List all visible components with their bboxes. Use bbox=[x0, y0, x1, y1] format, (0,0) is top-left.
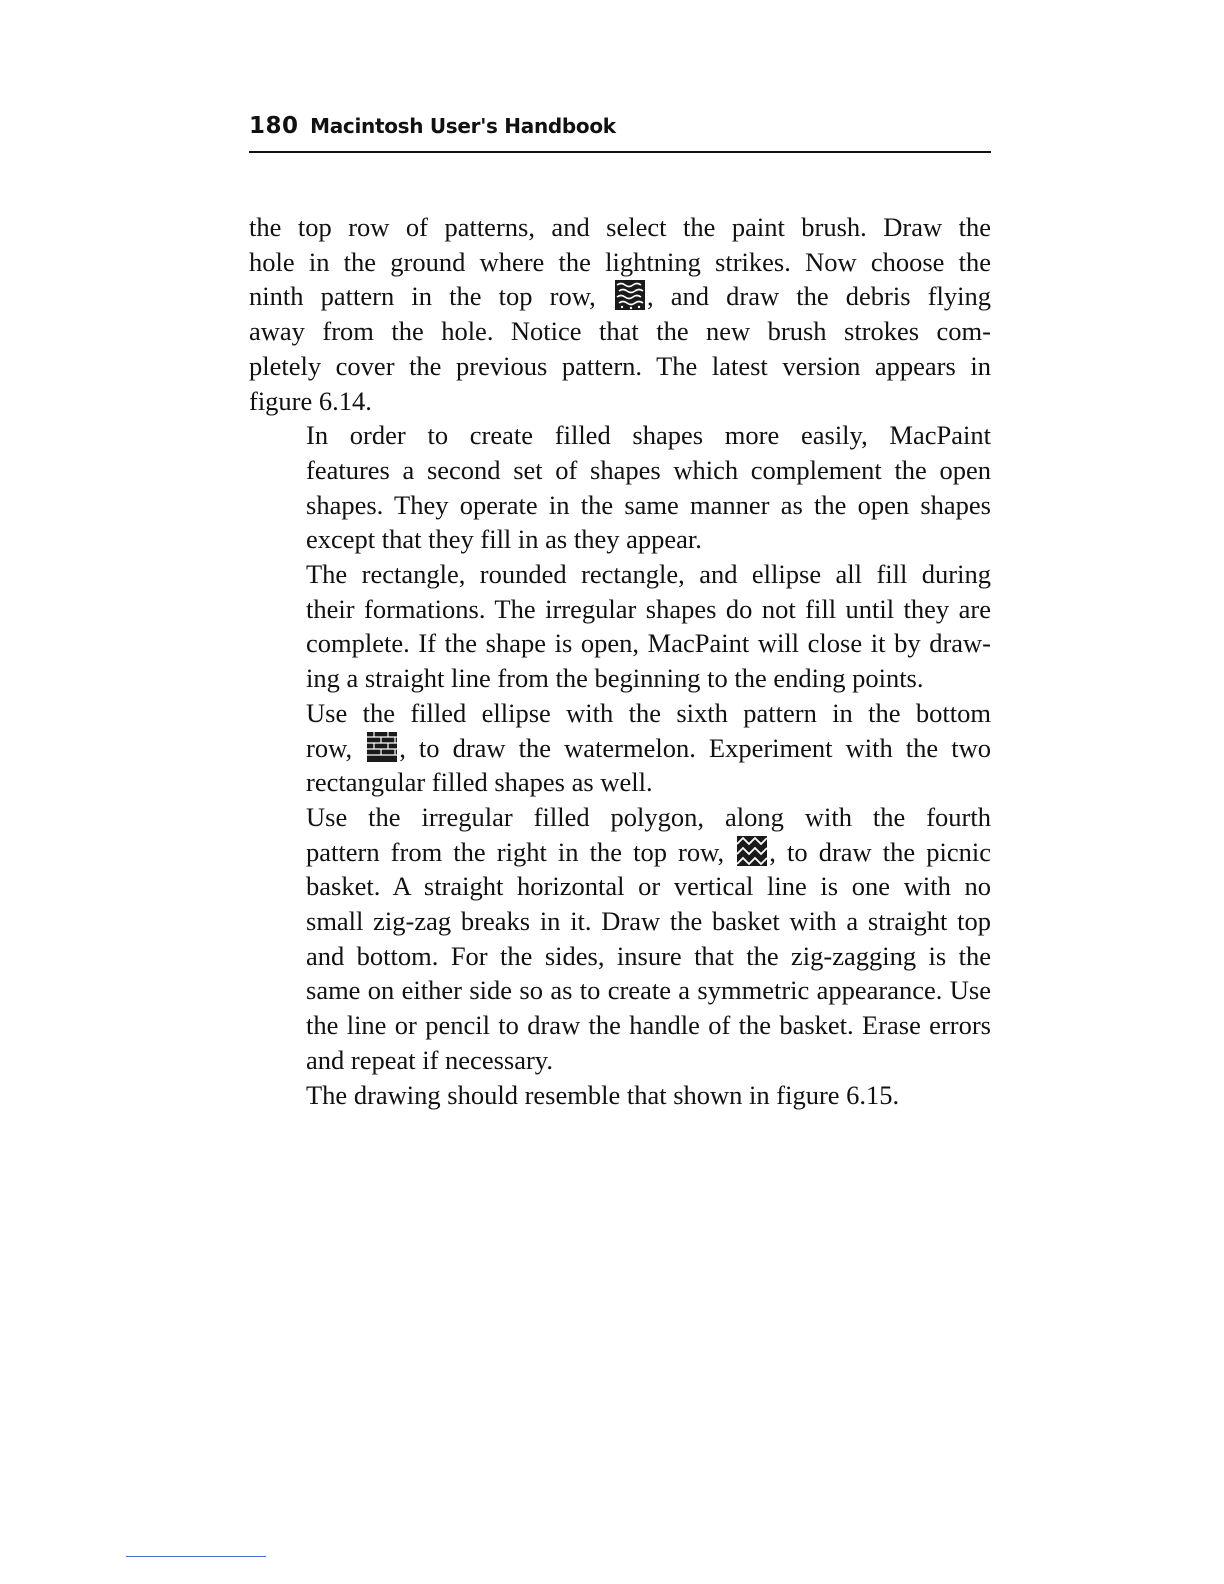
running-head bbox=[249, 113, 991, 153]
wavy-pattern-icon bbox=[615, 280, 645, 310]
text-line: In order to create filled shapes more easily, MacPaint bbox=[306, 420, 991, 451]
text-line: The rectangle, rounded rectangle, and ellipse all fill during bbox=[306, 559, 991, 590]
text-segment: , and draw the debris flying bbox=[646, 281, 991, 312]
text-line: away from the hole. Notice that the new brush strokes com- bbox=[249, 316, 991, 347]
text-line: pletely cover the previous pattern. The latest version appears in bbox=[249, 350, 991, 381]
paragraph-5 bbox=[249, 800, 991, 1078]
text-segment: , to draw the watermelon. Experiment with the two bbox=[399, 732, 991, 763]
text-line: and bottom. For the sides, insure that the zig-zagging is the bbox=[306, 940, 991, 971]
paragraph-3 bbox=[249, 557, 991, 696]
paragraph-6 bbox=[249, 1078, 991, 1113]
text-segment: row, bbox=[306, 732, 366, 763]
paragraph-1 bbox=[249, 210, 991, 418]
text-line: Use the filled ellipse with the sixth pattern in the bottom bbox=[306, 697, 991, 728]
text-line: same on either side so as to create a symmetric appearance. Use bbox=[306, 975, 991, 1006]
text-segment: pattern from the right in the top row, bbox=[306, 836, 736, 867]
text-line: ing a straight line from the beginning to the ending points. bbox=[306, 663, 924, 694]
brick-pattern-icon bbox=[367, 732, 397, 762]
text-line: their formations. The irregular shapes do not fill until they are bbox=[306, 593, 991, 624]
text-line: the line or pencil to draw the handle of the basket. Erase errors bbox=[306, 1010, 991, 1041]
zigzag-pattern-icon bbox=[737, 836, 767, 866]
text-line: the top row of patterns, and select the paint brush. Draw the bbox=[249, 212, 991, 242]
text-line: except that they fill in as they appear. bbox=[306, 524, 702, 555]
paragraph-2 bbox=[249, 418, 991, 557]
text-line: Use the irregular filled polygon, along with the fourth bbox=[306, 801, 991, 832]
text-line bbox=[249, 731, 991, 766]
text-line: small zig-zag breaks in it. Draw the basket with a straight top bbox=[306, 906, 991, 937]
footer-rule bbox=[126, 1556, 266, 1557]
text-segment: ninth pattern in the top row, bbox=[249, 281, 613, 312]
text-line bbox=[249, 835, 991, 870]
book-title: Macintosh User's Handbook bbox=[310, 114, 616, 138]
body-text bbox=[249, 210, 991, 1112]
text-line bbox=[249, 279, 991, 314]
text-line: shapes. They operate in the same manner as the open shapes bbox=[306, 489, 991, 520]
text-line: The drawing should resemble that shown in figure 6.15. bbox=[306, 1079, 900, 1110]
text-line: features a second set of shapes which complement the open bbox=[306, 454, 991, 485]
paragraph-4 bbox=[249, 696, 991, 800]
page-number: 180 bbox=[249, 113, 299, 139]
text-line: and repeat if necessary. bbox=[306, 1044, 553, 1075]
text-line: figure 6.14. bbox=[249, 385, 372, 416]
text-line: hole in the ground where the lightning strikes. Now choose the bbox=[249, 246, 991, 277]
text-line: basket. A straight horizontal or vertical line is one with no bbox=[306, 871, 991, 902]
text-segment: , to draw the picnic bbox=[769, 836, 991, 867]
text-line: complete. If the shape is open, MacPaint will close it by draw- bbox=[306, 628, 991, 659]
text-line: rectangular filled shapes as well. bbox=[306, 767, 653, 798]
